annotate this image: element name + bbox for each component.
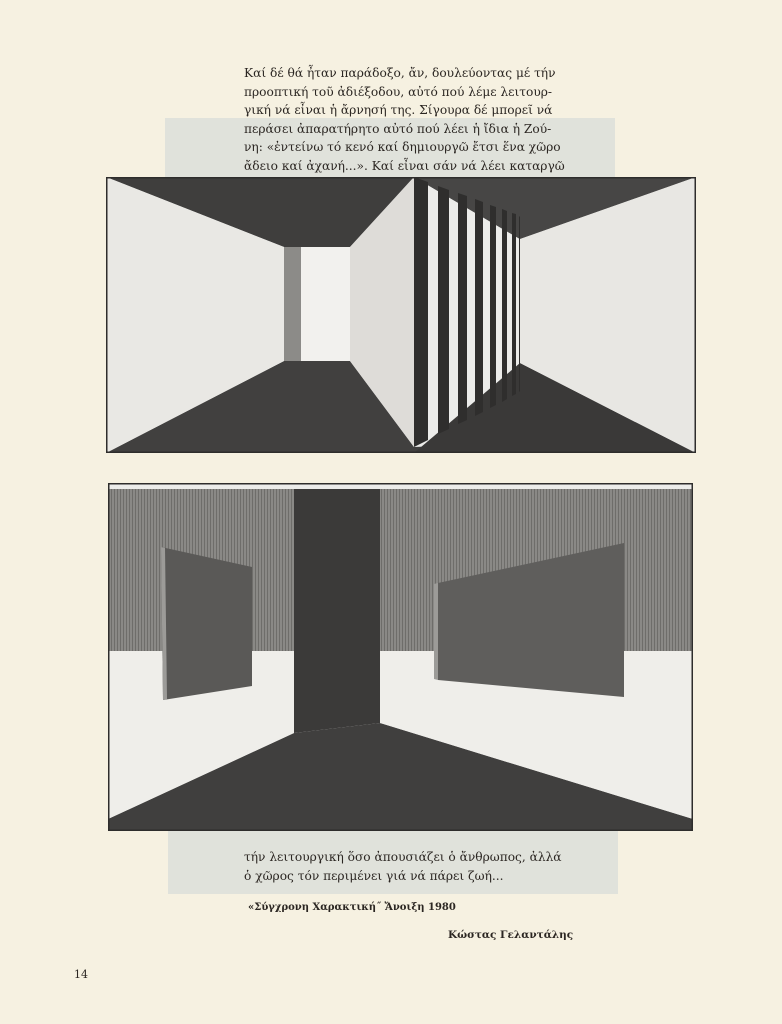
intro-line: Καί δέ θά ἦταν παράδοξο, ἄν, δουλεύοντας μέ τήν bbox=[244, 66, 556, 80]
intro-line: προοπτική τοῦ ἀδιέξοδου, αὐτό πού λέμε λειτουρ- bbox=[244, 84, 553, 99]
source-citation: «Σύγχρονη Χαρακτική˝ Ἄνοιξη 1980 bbox=[248, 902, 456, 913]
intro-line: νη: «ἐντείνω τό κενό καί δημιουργῶ ἔτσι ἕνα χῶρο bbox=[244, 140, 561, 155]
closing-line: ὁ χῶρος τόν περιμένει γιά νά πάρει ζωή... bbox=[244, 868, 504, 883]
artwork-room-panels bbox=[108, 483, 693, 831]
intro-paragraph bbox=[244, 64, 565, 176]
closing-line: τήν λειτουργική ὅσο ἀπουσιάζει ὁ ἄνθρωπος, ἀλλά bbox=[244, 850, 562, 864]
closing-paragraph bbox=[244, 848, 562, 885]
intro-line: περάσει ἀπαρατήρητο αὐτό πού λέει ἡ ἴδια ἡ Ζού- bbox=[244, 121, 552, 136]
intro-line: ἄδειο καί ἀχανή...». Καί εἶναι σάν νά λέει καταργῶ bbox=[244, 158, 565, 173]
artwork-corridor-stripes bbox=[106, 177, 696, 453]
author-name: Κώστας Γελαντάλης bbox=[448, 929, 574, 941]
page-number: 14 bbox=[74, 968, 88, 981]
intro-line: γική νά εἶναι ἡ ἄρνησή της. Σίγουρα δέ μπορεῖ νά bbox=[244, 103, 553, 118]
